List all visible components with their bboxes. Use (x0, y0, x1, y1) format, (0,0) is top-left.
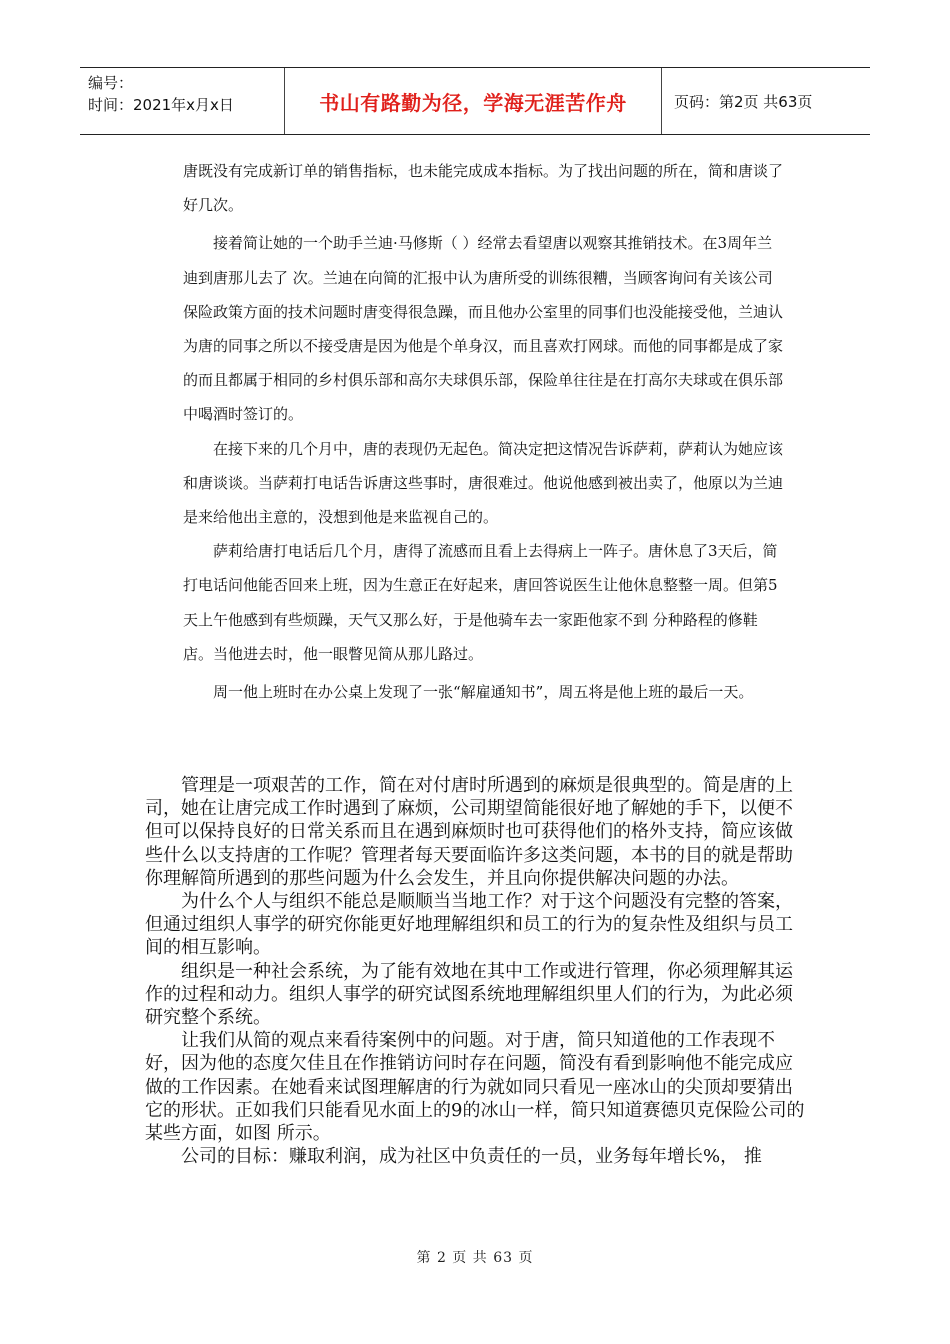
case-study-text (183, 154, 783, 709)
body-paragraph: 为什么个人与组织不能总是顺顺当当地工作？对于这个问题没有完整的答案，但通过组织人事学的研究你能更好地理解组织和员工的行为的复杂性及组织与员工间的相互影响。 (145, 891, 793, 959)
body-paragraph: 公司的目标：赚取利润，成为社区中负责任的一员，业务每年增长%， 推 (181, 1146, 762, 1168)
case-paragraph: 在接下来的几个月中，唐的表现仍无起色。简决定把这情况告诉萨莉，萨莉认为她应该和唐谈谈。当萨莉打电话告诉唐这些事时，唐很难过。他说他感到被出卖了，他原以为兰迪是来给他出主意的，没想到他是来监视自己的。 (183, 439, 784, 527)
main-body-text (145, 774, 805, 1168)
page-header (80, 67, 870, 135)
time-label: 时间：2021年x月x日 (88, 96, 234, 114)
case-paragraph: 萨莉给唐打电话后几个月，唐得了流感而且看上去得病上一阵子。唐休息了3天后，简打电话问他能否回来上班，因为生意正在好起来，唐回答说医生让他休息整整一周。但第5天上午他感到有些烦躁，天气又那么好，于是他骑车去一家距他家不到 分种路程的修鞋店。当他进去时，他一眼瞥见简从那儿路过。 (183, 542, 778, 663)
body-paragraph: 让我们从简的观点来看待案例中的问题。对于唐，简只知道他的工作表现不好，因为他的态度欠佳且在作推销访问时存在问题，简没有看到影响他不能完成应做的工作因素。在她看来试图理解唐的行为就如同只看见一座冰山的尖顶却要猜出它的形状。正如我们只能看见水面上的9的冰山一样，简只知道赛德贝克保险公司的某些方面，如图 所示。 (145, 1030, 805, 1145)
body-paragraph: 组织是一种社会系统，为了能有效地在其中工作或进行管理，你必须理解其运作的过程和动力。组织人事学的研究试图系统地理解组织里人们的行为，为此必须研究整个系统。 (145, 960, 793, 1029)
header-page-info: 页码：第2页 共63页 (674, 92, 813, 111)
header-left-cell (80, 68, 285, 134)
case-paragraph: 唐既没有完成新订单的销售指标，也未能完成成本指标。为了找出问题的所在，简和唐谈了好几次。 (183, 162, 784, 215)
header-motto: 书山有路勤为径，学海无涯苦作舟 (285, 68, 662, 134)
case-paragraph: 周一他上班时在办公桌上发现了一张“解雇通知书”，周五将是他上班的最后一天。 (213, 683, 754, 702)
case-paragraph: 接着简让她的一个助手兰迪·马修斯（ ）经常去看望唐以观察其推销技术。在3周年兰迪到唐那儿去了 次。兰迪在向简的汇报中认为唐所受的训练很糟，当顾客询问有关该公司保险政策方面的技术问题时唐变得很急躁，而且他办公室里的同事们也没能接受他，兰迪认为唐的同事之所以不接受唐是因为他是个单身汉，而且喜欢打网球。而他的同事都是成了家的而且都属于相同的乡村俱乐部和高尔夫球俱乐部，保险单往往是在打高尔夫球或在俱乐部中喝酒时签订的。 (183, 234, 784, 424)
code-label: 编号： (88, 74, 134, 92)
body-paragraph: 管理是一项艰苦的工作，简在对付唐时所遇到的麻烦是很典型的。简是唐的上司，她在让唐完成工作时遇到了麻烦，公司期望简能很好地了解她的手下，以便不但可以保持良好的日常关系而且在遇到麻烦时也可获得他们的格外支持，简应该做些什么以支持唐的工作呢？管理者每天要面临许多这类问题，本书的目的就是帮助你理解简所遇到的那些问题为什么会发生，并且向你提供解决问题的办法。 (145, 775, 793, 889)
page-footer: 第 2 页 共 63 页 (416, 1250, 534, 1266)
